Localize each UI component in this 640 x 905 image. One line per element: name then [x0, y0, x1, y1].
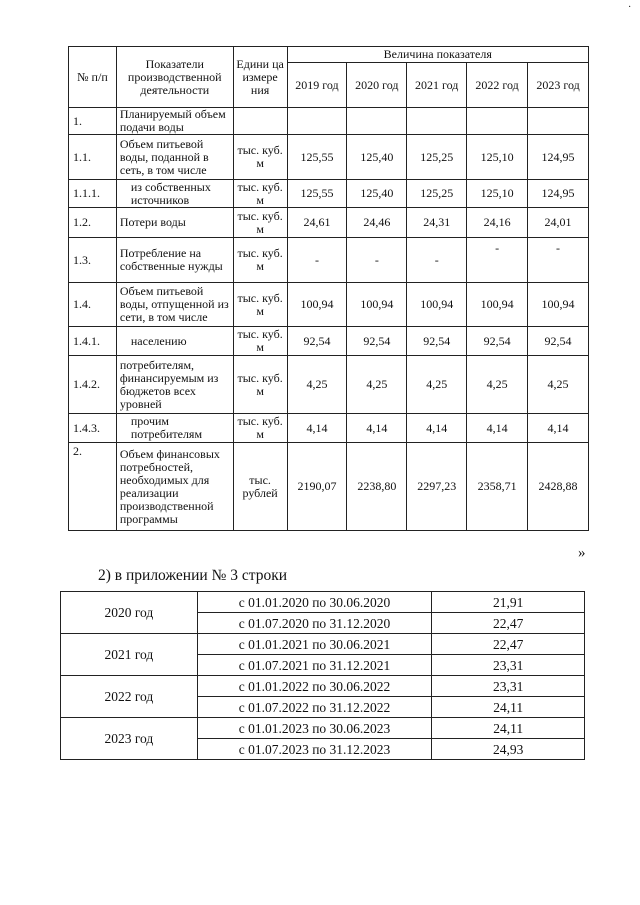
- header-year: 2021 год: [407, 63, 467, 108]
- row-value: 4,25: [467, 356, 528, 414]
- row-num: 1.4.: [69, 283, 117, 327]
- row-indicator: из собственных источников: [116, 180, 233, 208]
- row-value: 92,54: [467, 327, 528, 356]
- table-row: [69, 208, 589, 238]
- row-unit: тыс. рублей: [233, 443, 287, 531]
- row-value: [528, 108, 589, 135]
- row-value: 2428,88: [528, 443, 589, 531]
- row-value: [287, 108, 347, 135]
- row-value: 125,10: [467, 135, 528, 180]
- header-year: 2022 год: [467, 63, 528, 108]
- row-indicator: прочим потребителям: [116, 414, 233, 443]
- row-value: 125,10: [467, 180, 528, 208]
- row-value: 125,40: [347, 135, 407, 180]
- row-value: 24,31: [407, 208, 467, 238]
- row-value: -: [287, 238, 347, 283]
- row-value: 2190,07: [287, 443, 347, 531]
- value-cell: 24,11: [432, 718, 585, 739]
- year-cell: 2023 год: [61, 718, 198, 760]
- row-unit: тыс. куб. м: [233, 180, 287, 208]
- period-cell: с 01.01.2022 по 30.06.2022: [197, 676, 432, 697]
- row-value: 125,55: [287, 135, 347, 180]
- row-num: 1.4.2.: [69, 356, 117, 414]
- row-value: [407, 108, 467, 135]
- table-row: [69, 238, 589, 283]
- table-row: [61, 634, 585, 655]
- row-indicator: населению: [116, 327, 233, 356]
- header-num: № п/п: [69, 47, 117, 108]
- row-num: 1.1.1.: [69, 180, 117, 208]
- row-value: 4,25: [407, 356, 467, 414]
- row-indicator: потребителям, финансируемым из бюджетов всех уровней: [116, 356, 233, 414]
- row-num: 1.4.1.: [69, 327, 117, 356]
- table-header-row: [69, 47, 589, 63]
- row-unit: тыс. куб. м: [233, 135, 287, 180]
- row-value: 24,46: [347, 208, 407, 238]
- row-value: [347, 108, 407, 135]
- year-cell: 2020 год: [61, 592, 198, 634]
- row-value: 124,95: [528, 180, 589, 208]
- value-cell: 24,11: [432, 697, 585, 718]
- row-value: 2358,71: [467, 443, 528, 531]
- row-unit: [233, 108, 287, 135]
- row-value: 4,14: [467, 414, 528, 443]
- row-num: 1.4.3.: [69, 414, 117, 443]
- value-cell: 23,31: [432, 655, 585, 676]
- row-value: 24,01: [528, 208, 589, 238]
- value-cell: 21,91: [432, 592, 585, 613]
- header-value-group: Величина показателя: [287, 47, 588, 63]
- row-value: 100,94: [287, 283, 347, 327]
- table-row: [69, 180, 589, 208]
- row-value: 125,25: [407, 180, 467, 208]
- period-cell: с 01.01.2023 по 30.06.2023: [197, 718, 432, 739]
- table-row: [61, 718, 585, 739]
- row-value: -: [528, 238, 589, 283]
- row-value: -: [407, 238, 467, 283]
- table-row: [69, 283, 589, 327]
- row-value: 100,94: [347, 283, 407, 327]
- table-row: [69, 443, 589, 531]
- year-cell: 2021 год: [61, 634, 198, 676]
- row-value: 4,25: [528, 356, 589, 414]
- row-value: 4,14: [528, 414, 589, 443]
- row-value: 92,54: [528, 327, 589, 356]
- row-num: 1.2.: [69, 208, 117, 238]
- row-value: 2238,80: [347, 443, 407, 531]
- header-indicator: Показатели производственной деятельности: [116, 47, 233, 108]
- row-num: 2.: [69, 443, 117, 531]
- closing-quote: »: [578, 545, 586, 561]
- row-value: 100,94: [528, 283, 589, 327]
- row-value: 4,25: [287, 356, 347, 414]
- row-num: 1.3.: [69, 238, 117, 283]
- row-unit: тыс. куб. м: [233, 208, 287, 238]
- table-row: [69, 327, 589, 356]
- row-value: 125,40: [347, 180, 407, 208]
- value-cell: 22,47: [432, 613, 585, 634]
- row-value: 4,14: [347, 414, 407, 443]
- row-value: 4,14: [407, 414, 467, 443]
- row-value: 125,55: [287, 180, 347, 208]
- row-indicator: Потери воды: [116, 208, 233, 238]
- period-cell: с 01.01.2020 по 30.06.2020: [197, 592, 432, 613]
- row-value: 2297,23: [407, 443, 467, 531]
- row-value: 24,61: [287, 208, 347, 238]
- period-cell: с 01.07.2020 по 31.12.2020: [197, 613, 432, 634]
- section-heading: 2) в приложении № 3 строки: [98, 567, 288, 584]
- row-indicator: Потребление на собственные нужды: [116, 238, 233, 283]
- row-value: 4,14: [287, 414, 347, 443]
- table-row: [69, 356, 589, 414]
- header-year: 2020 год: [347, 63, 407, 108]
- row-value: -: [347, 238, 407, 283]
- row-value: 4,25: [347, 356, 407, 414]
- row-value: [467, 108, 528, 135]
- table-row: [69, 414, 589, 443]
- row-value: 92,54: [287, 327, 347, 356]
- production-indicators-table: [68, 46, 589, 531]
- value-cell: 23,31: [432, 676, 585, 697]
- period-cell: с 01.07.2021 по 31.12.2021: [197, 655, 432, 676]
- year-cell: 2022 год: [61, 676, 198, 718]
- row-unit: тыс. куб. м: [233, 414, 287, 443]
- row-num: 1.: [69, 108, 117, 135]
- row-value: 124,95: [528, 135, 589, 180]
- row-value: 92,54: [347, 327, 407, 356]
- row-indicator: Объем питьевой воды, отпущенной из сети, в том числе: [116, 283, 233, 327]
- row-unit: тыс. куб. м: [233, 327, 287, 356]
- value-cell: 24,93: [432, 739, 585, 760]
- period-cell: с 01.07.2022 по 31.12.2022: [197, 697, 432, 718]
- row-unit: тыс. куб. м: [233, 356, 287, 414]
- corner-mark: ·: [628, 2, 632, 13]
- row-value: 24,16: [467, 208, 528, 238]
- row-value: 100,94: [407, 283, 467, 327]
- period-cell: с 01.07.2023 по 31.12.2023: [197, 739, 432, 760]
- row-indicator: Объем финансовых потребностей, необходимых для реализации производственной программы: [116, 443, 233, 531]
- table-row: [69, 135, 589, 180]
- row-value: -: [467, 238, 528, 283]
- row-value: 125,25: [407, 135, 467, 180]
- table-row: [61, 676, 585, 697]
- table-row: [61, 592, 585, 613]
- row-indicator: Планируемый объем подачи воды: [116, 108, 233, 135]
- table-row: [69, 108, 589, 135]
- row-indicator: Объем питьевой воды, поданной в сеть, в том числе: [116, 135, 233, 180]
- value-cell: 22,47: [432, 634, 585, 655]
- header-year: 2019 год: [287, 63, 347, 108]
- row-unit: тыс. куб. м: [233, 283, 287, 327]
- row-num: 1.1.: [69, 135, 117, 180]
- row-unit: тыс. куб. м: [233, 238, 287, 283]
- period-cell: с 01.01.2021 по 30.06.2021: [197, 634, 432, 655]
- header-year: 2023 год: [528, 63, 589, 108]
- row-value: 92,54: [407, 327, 467, 356]
- header-unit: Едини ца измере ния: [233, 47, 287, 108]
- tariff-periods-table: [60, 591, 585, 760]
- row-value: 100,94: [467, 283, 528, 327]
